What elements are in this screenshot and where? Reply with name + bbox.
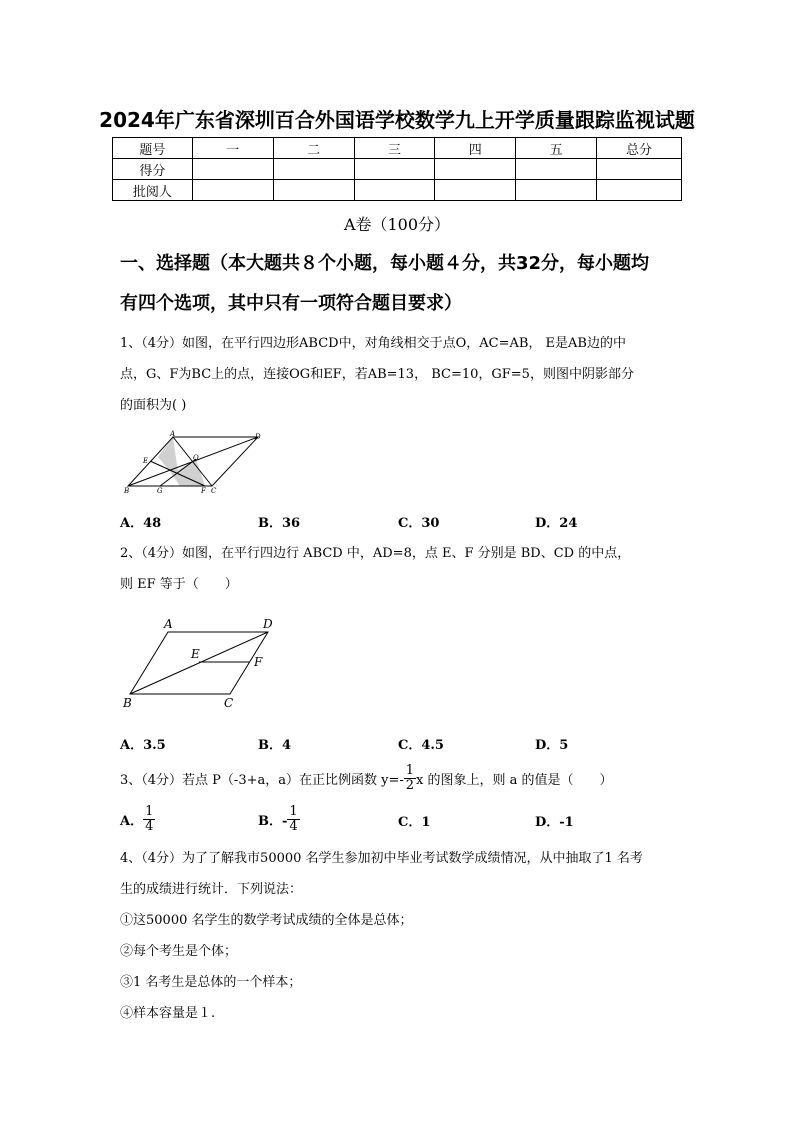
q1-option-c: C．30	[398, 516, 440, 531]
table-cell	[354, 180, 435, 201]
table-cell: 得分	[113, 159, 193, 180]
table-cell	[192, 159, 273, 180]
q3-option-b-label: B．-	[258, 813, 288, 829]
table-cell	[435, 159, 516, 180]
q3-option-d: D．-1	[535, 815, 574, 830]
section-heading-line2: 有四个选项，其中只有一项符合题目要求）	[120, 293, 462, 314]
section-heading-line1: 一、选择题（本大题共８个小题，每小题４分，共32分，每小题均	[120, 253, 650, 274]
table-cell	[273, 159, 354, 180]
q3-option-a-fraction	[143, 805, 155, 834]
q3-option-b	[258, 800, 300, 838]
q3-text-after: x 的图象上，则 a 的值是（ ）	[416, 772, 613, 788]
q3-text-before: 3、（4分）若点 P（-3+a，a）在正比例函数 y=-	[120, 772, 404, 788]
q1-label-e: E	[143, 457, 149, 465]
score-table	[112, 137, 682, 201]
table-cell: 批阅人	[113, 180, 193, 201]
q2-option-d: D．5	[535, 738, 569, 753]
q3-option-b-numerator: 1	[289, 803, 298, 819]
q2-line2: 则 EF 等于（ ）	[120, 577, 238, 592]
table-cell: 三	[354, 138, 435, 159]
table-cell: 题号	[113, 138, 193, 159]
q2-label-b: B	[123, 696, 132, 710]
q2-line1: 2、（4分）如图，在平行四边行 ABCD 中，AD=8，点 E、F 分别是 BD、CD 的中点，	[120, 546, 631, 561]
q2-diagonal-bd	[130, 632, 268, 694]
q3-fraction-numerator: 1	[405, 762, 415, 778]
q3-option-b-fraction	[287, 805, 299, 834]
table-cell: 四	[435, 138, 516, 159]
q3-option-a-denominator: 4	[145, 818, 154, 834]
q1-line2: 点，G、F为BC上的点，连接OG和EF，若AB=13， BC=10，GF=5，则图中阴影部分	[120, 367, 634, 382]
q3-option-a	[120, 800, 155, 838]
table-cell	[516, 180, 597, 201]
q2-label-d: D	[263, 617, 273, 631]
table-row	[113, 138, 682, 159]
q1-label-o: O	[193, 454, 199, 462]
q1-label-f: F	[201, 487, 206, 495]
table-cell	[192, 180, 273, 201]
q2-option-a: A．3.5	[120, 738, 166, 753]
q2-option-c: C．4.5	[398, 738, 444, 753]
q3-option-b-denominator: 4	[289, 818, 298, 834]
table-cell: 五	[516, 138, 597, 159]
table-cell: 一	[192, 138, 273, 159]
table-cell: 总分	[597, 138, 682, 159]
q1-label-d: D	[255, 433, 261, 441]
q2-label-a: A	[164, 617, 173, 631]
paper-a-heading: A卷（100分）	[343, 215, 451, 234]
q1-label-c: C	[211, 487, 217, 495]
table-row	[113, 159, 682, 180]
q1-figure	[118, 428, 268, 500]
q3-line1	[120, 760, 690, 796]
q2-label-c: C	[224, 696, 234, 710]
q2-option-b: B．4	[258, 738, 292, 753]
q3-option-a-numerator: 1	[145, 803, 154, 819]
table-cell	[597, 159, 682, 180]
q4-statement-4: ④样本容量是１.	[120, 1006, 216, 1021]
q3-option-a-label: A．	[120, 813, 144, 829]
q2-label-f: F	[254, 655, 263, 669]
table-cell: 二	[273, 138, 354, 159]
q1-option-a: A．48	[120, 516, 162, 531]
q1-option-d: D．24	[535, 516, 578, 531]
table-cell	[516, 159, 597, 180]
table-cell	[354, 159, 435, 180]
q3-option-c: C．1	[398, 815, 431, 830]
table-row	[113, 180, 682, 201]
q3-fraction	[404, 764, 416, 793]
table-cell	[435, 180, 516, 201]
q2-figure	[118, 612, 288, 712]
q4-statement-2: ②每个考生是个体；	[120, 944, 238, 959]
q4-statement-3: ③1 名考生是总体的一个样本；	[120, 975, 302, 990]
q1-label-a: A	[170, 430, 176, 438]
q4-line1: 4、（4分）为了了解我市50000 名学生参加初中毕业考试数学成绩情况，从中抽取了1 名考	[120, 851, 643, 866]
q4-statement-1: ①这50000 名学生的数学考试成绩的全体是总体；	[120, 913, 413, 928]
q3-fraction-denominator: 2	[405, 777, 415, 793]
q1-label-b: B	[124, 487, 130, 495]
table-cell	[273, 180, 354, 201]
page-title: 2024年广东省深圳百合外国语学校数学九上开学质量跟踪监视试题	[99, 108, 695, 132]
q2-label-e: E	[191, 647, 200, 661]
q1-line1: 1、（4分）如图，在平行四边形ABCD中，对角线相交于点O，AC=AB， E是AB边的中	[120, 336, 626, 351]
q1-option-b: B．36	[258, 516, 301, 531]
table-cell	[597, 180, 682, 201]
q1-line3: 的面积为( )	[120, 398, 187, 413]
q1-label-g: G	[157, 487, 163, 495]
q4-line2: 生的成绩进行统计．下列说法：	[120, 882, 303, 897]
